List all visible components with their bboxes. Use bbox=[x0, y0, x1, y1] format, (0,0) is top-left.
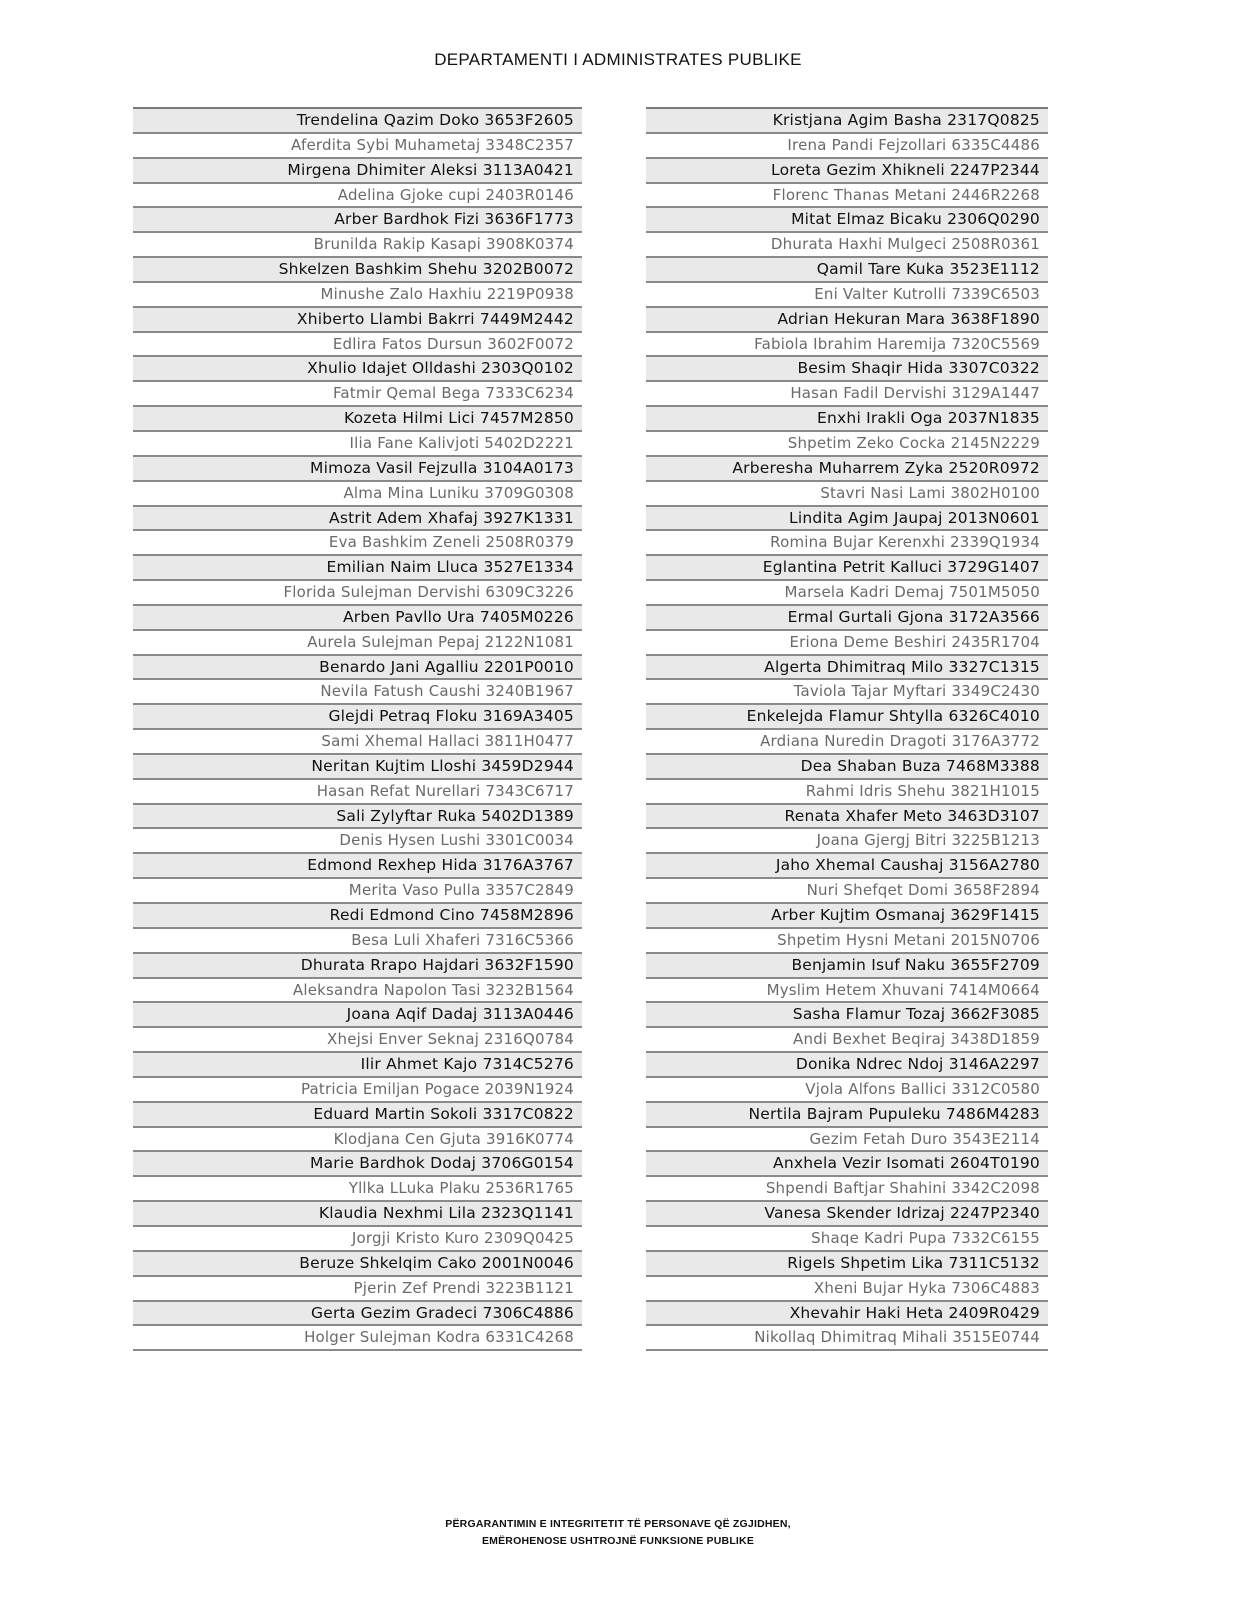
list-item: Anxhela Vezir Isomati 2604T0190 bbox=[646, 1152, 1048, 1177]
list-item: Renata Xhafer Meto 3463D3107 bbox=[646, 805, 1048, 830]
list-item: Florida Sulejman Dervishi 6309C3226 bbox=[133, 581, 582, 606]
list-item: Sali Zylyftar Ruka 5402D1389 bbox=[133, 805, 582, 830]
list-item: Donika Ndrec Ndoj 3146A2297 bbox=[646, 1053, 1048, 1078]
list-item: Aurela Sulejman Pepaj 2122N1081 bbox=[133, 631, 582, 656]
list-item: Shkelzen Bashkim Shehu 3202B0072 bbox=[133, 258, 582, 283]
list-item: Kozeta Hilmi Lici 7457M2850 bbox=[133, 407, 582, 432]
list-item: Besim Shaqir Hida 3307C0322 bbox=[646, 357, 1048, 382]
list-item: Taviola Tajar Myftari 3349C2430 bbox=[646, 680, 1048, 705]
list-item: Ilir Ahmet Kajo 7314C5276 bbox=[133, 1053, 582, 1078]
list-item: Loreta Gezim Xhikneli 2247P2344 bbox=[646, 159, 1048, 184]
list-item: Holger Sulejman Kodra 6331C4268 bbox=[133, 1326, 582, 1351]
list-item: Hasan Fadil Dervishi 3129A1447 bbox=[646, 382, 1048, 407]
list-item: Ilia Fane Kalivjoti 5402D2221 bbox=[133, 432, 582, 457]
list-item: Sasha Flamur Tozaj 3662F3085 bbox=[646, 1003, 1048, 1028]
left-name-column bbox=[133, 107, 582, 1351]
list-item: Eglantina Petrit Kalluci 3729G1407 bbox=[646, 556, 1048, 581]
list-item: Qamil Tare Kuka 3523E1112 bbox=[646, 258, 1048, 283]
list-item: Vanesa Skender Idrizaj 2247P2340 bbox=[646, 1202, 1048, 1227]
list-item: Joana Gjergj Bitri 3225B1213 bbox=[646, 829, 1048, 854]
page-title: DEPARTAMENTI I ADMINISTRATES PUBLIKE bbox=[434, 50, 802, 69]
list-item: Benjamin Isuf Naku 3655F2709 bbox=[646, 954, 1048, 979]
list-item: Hasan Refat Nurellari 7343C6717 bbox=[133, 780, 582, 805]
list-item: Klaudia Nexhmi Lila 2323Q1141 bbox=[133, 1202, 582, 1227]
list-item: Arber Bardhok Fizi 3636F1773 bbox=[133, 208, 582, 233]
list-item: Jaho Xhemal Caushaj 3156A2780 bbox=[646, 854, 1048, 879]
list-item: Kristjana Agim Basha 2317Q0825 bbox=[646, 109, 1048, 134]
list-item: Nertila Bajram Pupuleku 7486M4283 bbox=[646, 1103, 1048, 1128]
list-item: Shaqe Kadri Pupa 7332C6155 bbox=[646, 1227, 1048, 1252]
list-item: Denis Hysen Lushi 3301C0034 bbox=[133, 829, 582, 854]
list-item: Lindita Agim Jaupaj 2013N0601 bbox=[646, 507, 1048, 532]
list-item: Emilian Naim Lluca 3527E1334 bbox=[133, 556, 582, 581]
list-item: Patricia Emiljan Pogace 2039N1924 bbox=[133, 1078, 582, 1103]
list-item: Beruze Shkelqim Cako 2001N0046 bbox=[133, 1252, 582, 1277]
list-item: Aleksandra Napolon Tasi 3232B1564 bbox=[133, 979, 582, 1004]
list-item: Eva Bashkim Zeneli 2508R0379 bbox=[133, 531, 582, 556]
list-item: Ermal Gurtali Gjona 3172A3566 bbox=[646, 606, 1048, 631]
list-item: Marsela Kadri Demaj 7501M5050 bbox=[646, 581, 1048, 606]
list-item: Alma Mina Luniku 3709G0308 bbox=[133, 482, 582, 507]
list-item: Nikollaq Dhimitraq Mihali 3515E0744 bbox=[646, 1326, 1048, 1351]
list-item: Merita Vaso Pulla 3357C2849 bbox=[133, 879, 582, 904]
list-item: Myslim Hetem Xhuvani 7414M0664 bbox=[646, 979, 1048, 1004]
list-item: Stavri Nasi Lami 3802H0100 bbox=[646, 482, 1048, 507]
list-item: Arberesha Muharrem Zyka 2520R0972 bbox=[646, 457, 1048, 482]
list-item: Rahmi Idris Shehu 3821H1015 bbox=[646, 780, 1048, 805]
list-item: Yllka LLuka Plaku 2536R1765 bbox=[133, 1177, 582, 1202]
footer-line-1: PËRGARANTIMIN E INTEGRITETIT TË PERSONAVE QË ZGJIDHEN, bbox=[445, 1518, 791, 1530]
list-item: Benardo Jani Agalliu 2201P0010 bbox=[133, 656, 582, 681]
list-item: Mimoza Vasil Fejzulla 3104A0173 bbox=[133, 457, 582, 482]
list-item: Dhurata Haxhi Mulgeci 2508R0361 bbox=[646, 233, 1048, 258]
list-item: Andi Bexhet Beqiraj 3438D1859 bbox=[646, 1028, 1048, 1053]
list-item: Enkelejda Flamur Shtylla 6326C4010 bbox=[646, 705, 1048, 730]
list-item: Xhejsi Enver Seknaj 2316Q0784 bbox=[133, 1028, 582, 1053]
list-item: Gezim Fetah Duro 3543E2114 bbox=[646, 1128, 1048, 1153]
list-item: Ardiana Nuredin Dragoti 3176A3772 bbox=[646, 730, 1048, 755]
list-item: Joana Aqif Dadaj 3113A0446 bbox=[133, 1003, 582, 1028]
footer-line-2: EMËROHENOSE USHTROJNË FUNKSIONE PUBLIKE bbox=[481, 1535, 755, 1547]
list-item: Brunilda Rakip Kasapi 3908K0374 bbox=[133, 233, 582, 258]
list-item: Dhurata Rrapo Hajdari 3632F1590 bbox=[133, 954, 582, 979]
list-item: Aferdita Sybi Muhametaj 3348C2357 bbox=[133, 134, 582, 159]
list-item: Vjola Alfons Ballici 3312C0580 bbox=[646, 1078, 1048, 1103]
list-item: Arber Kujtim Osmanaj 3629F1415 bbox=[646, 904, 1048, 929]
list-item: Nuri Shefqet Domi 3658F2894 bbox=[646, 879, 1048, 904]
list-item: Redi Edmond Cino 7458M2896 bbox=[133, 904, 582, 929]
list-item: Eriona Deme Beshiri 2435R1704 bbox=[646, 631, 1048, 656]
list-item: Xheni Bujar Hyka 7306C4883 bbox=[646, 1277, 1048, 1302]
list-item: Eduard Martin Sokoli 3317C0822 bbox=[133, 1103, 582, 1128]
list-item: Fabiola Ibrahim Haremija 7320C5569 bbox=[646, 333, 1048, 358]
right-name-column bbox=[646, 107, 1048, 1351]
footer bbox=[0, 1516, 1236, 1550]
list-item: Minushe Zalo Haxhiu 2219P0938 bbox=[133, 283, 582, 308]
list-item: Pjerin Zef Prendi 3223B1121 bbox=[133, 1277, 582, 1302]
list-item: Romina Bujar Kerenxhi 2339Q1934 bbox=[646, 531, 1048, 556]
list-item: Arben Pavllo Ura 7405M0226 bbox=[133, 606, 582, 631]
list-item: Algerta Dhimitraq Milo 3327C1315 bbox=[646, 656, 1048, 681]
list-item: Jorgji Kristo Kuro 2309Q0425 bbox=[133, 1227, 582, 1252]
list-item: Adrian Hekuran Mara 3638F1890 bbox=[646, 308, 1048, 333]
list-item: Trendelina Qazim Doko 3653F2605 bbox=[133, 109, 582, 134]
list-item: Glejdi Petraq Floku 3169A3405 bbox=[133, 705, 582, 730]
list-item: Xhulio Idajet Olldashi 2303Q0102 bbox=[133, 357, 582, 382]
list-item: Marie Bardhok Dodaj 3706G0154 bbox=[133, 1152, 582, 1177]
list-item: Neritan Kujtim Lloshi 3459D2944 bbox=[133, 755, 582, 780]
list-item: Xhiberto Llambi Bakrri 7449M2442 bbox=[133, 308, 582, 333]
list-item: Eni Valter Kutrolli 7339C6503 bbox=[646, 283, 1048, 308]
list-item: Shpetim Zeko Cocka 2145N2229 bbox=[646, 432, 1048, 457]
list-item: Sami Xhemal Hallaci 3811H0477 bbox=[133, 730, 582, 755]
list-item: Fatmir Qemal Bega 7333C6234 bbox=[133, 382, 582, 407]
list-item: Xhevahir Haki Heta 2409R0429 bbox=[646, 1302, 1048, 1327]
list-item: Edmond Rexhep Hida 3176A3767 bbox=[133, 854, 582, 879]
list-item: Nevila Fatush Caushi 3240B1967 bbox=[133, 680, 582, 705]
list-item: Rigels Shpetim Lika 7311C5132 bbox=[646, 1252, 1048, 1277]
list-item: Astrit Adem Xhafaj 3927K1331 bbox=[133, 507, 582, 532]
list-item: Klodjana Cen Gjuta 3916K0774 bbox=[133, 1128, 582, 1153]
list-item: Mirgena Dhimiter Aleksi 3113A0421 bbox=[133, 159, 582, 184]
list-item: Shpendi Baftjar Shahini 3342C2098 bbox=[646, 1177, 1048, 1202]
list-item: Adelina Gjoke cupi 2403R0146 bbox=[133, 184, 582, 209]
list-item: Florenc Thanas Metani 2446R2268 bbox=[646, 184, 1048, 209]
list-item: Shpetim Hysni Metani 2015N0706 bbox=[646, 929, 1048, 954]
list-item: Besa Luli Xhaferi 7316C5366 bbox=[133, 929, 582, 954]
list-item: Gerta Gezim Gradeci 7306C4886 bbox=[133, 1302, 582, 1327]
list-item: Enxhi Irakli Oga 2037N1835 bbox=[646, 407, 1048, 432]
list-item: Mitat Elmaz Bicaku 2306Q0290 bbox=[646, 208, 1048, 233]
list-item: Dea Shaban Buza 7468M3388 bbox=[646, 755, 1048, 780]
list-item: Irena Pandi Fejzollari 6335C4486 bbox=[646, 134, 1048, 159]
list-item: Edlira Fatos Dursun 3602F0072 bbox=[133, 333, 582, 358]
